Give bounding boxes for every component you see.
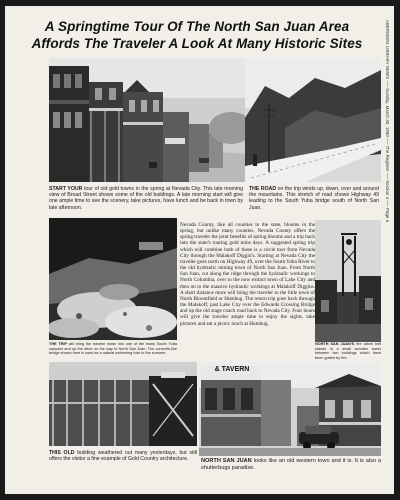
caption-old-building-lead: THIS OLD	[49, 450, 75, 456]
headline-line-1: A Springtime Tour Of The North San Juan Area	[44, 19, 350, 34]
caption-fire-bell	[315, 342, 381, 360]
newspaper-page	[5, 6, 394, 494]
caption-canyon-lead: THE TRIP	[49, 342, 67, 346]
caption-fire-bell-lead: NORTH SAN JUAN'S	[315, 342, 355, 346]
photo-highway-road	[245, 58, 381, 182]
caption-town-text: looks like an old western town and it is. It is also a shutterbugs paradise.	[201, 458, 381, 471]
caption-broad-street-lead: START YOUR	[49, 186, 83, 192]
caption-old-building-text: building weathered out many yesterdays, but still offers the visitor a fine example of Gold Country architecture.	[49, 450, 197, 463]
photo-north-san-juan-town	[199, 362, 381, 456]
caption-road-lead: THE ROAD	[249, 186, 277, 192]
headline	[19, 18, 375, 52]
caption-road-text: on the trip winds up, down, over and around the mountains. This stretch of road shows Highway 49 leading to the South Yuba bridge south of North San Juan.	[249, 186, 380, 211]
caption-town-lead: NORTH SAN JUAN	[201, 458, 252, 464]
photo-yuba-canyon	[49, 218, 177, 340]
caption-broad-street	[49, 186, 243, 211]
headline-line-2: Affords The Traveler A Look At Many Historic Sites	[31, 36, 363, 51]
photo-broad-street	[49, 58, 245, 182]
caption-canyon	[49, 342, 177, 356]
story-body: Nevada County, like all counties in the state, blooms in the spring, but unlike many counties, Nevada County offers the spring traveler the joint benefits of spring blooms and a trip back into the state's roaring gold mine days. A suggested spring trip which will combine both of these is a circle tour from Nevada City through the Malakoff Diggin's. Starting at Nevada City the traveler goes north on Highway 49, over the South Yuba River to the old hydraulic mining town of North San Juan. From North San Juan, cut along the ridge through the hydraulic workings to North Columbia, over to the now extinct town of Lake City and then on to the massive hydraulic workings at Malakoff Diggins. A short distance more will bring the traveler to the little town of North Bloomfield or Humbug. The return trip goes back through the Malakoff, past Lake City over the Edwards Crossing Bridge and up the old stage coach road back to Nevada City. Four hours will give the traveler ample time to enjoy the sights, take pictures and eat a picnic lunch at Humbug.	[180, 222, 315, 327]
photo-fire-bell-tower	[315, 220, 381, 342]
photo-old-building	[49, 362, 197, 446]
caption-town	[201, 458, 381, 472]
caption-old-building	[49, 450, 197, 462]
caption-road	[249, 186, 379, 211]
caption-canyon-text: will bring the traveler down into one of the many South Yuba canyons and up the other on the way to North San Juan. The concrete-like bridge shown here is used as a natural swimming hole in the summer.	[49, 342, 177, 356]
side-slug: ABERDEEN LIBRARY NEWS ── Sunday, March 30, 1980 ── The Register ── Section 4 ── Page 5	[385, 20, 390, 223]
caption-broad-street-text: tour of old gold towns in the spring at Nevada City. This late morning view of Broad Street shows some of the old buildings. A late morning start will give one ample time to see the scenery, take pictures, have lunch and be back in town by late afternoon.	[49, 186, 243, 211]
tavern-sign: & TAVERN	[214, 366, 250, 373]
caption-fire-bell-text: fire alarm bell stands in a small wooden tower between two buildings which have been gutted by fire.	[315, 342, 381, 360]
